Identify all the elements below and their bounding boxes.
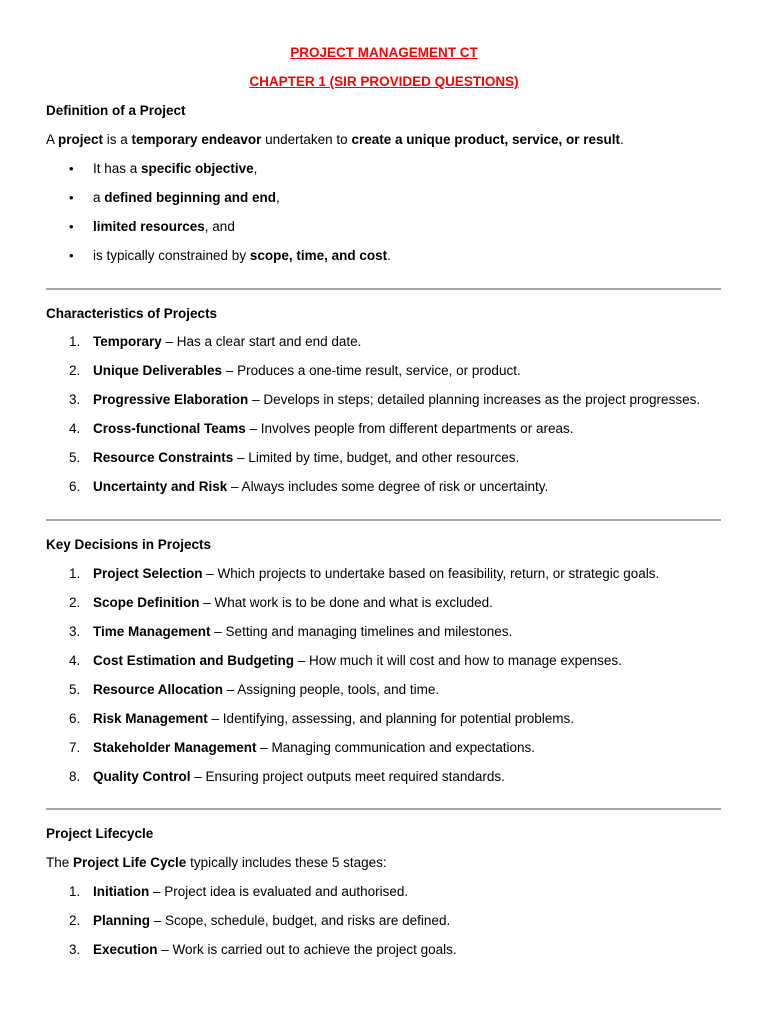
list-item: [0, 595, 768, 613]
text-run: typically includes these 5 stages:: [186, 855, 387, 870]
list-number: 1.: [69, 884, 81, 899]
item-description: – Involves people from different departments or areas.: [245, 421, 574, 436]
list-item: [0, 913, 768, 931]
list-item-text: [93, 653, 622, 668]
list-number: 4.: [69, 653, 81, 668]
list-item-text: [93, 334, 361, 349]
item-term: Initiation: [93, 884, 150, 899]
text-run: .: [387, 248, 391, 263]
text-run: a: [93, 190, 105, 205]
list-item-text: [93, 711, 574, 726]
item-term: Stakeholder Management: [93, 740, 257, 755]
text-run: , and: [204, 219, 235, 234]
item-description: – Managing communication and expectations.: [256, 740, 535, 755]
item-description: – How much it will cost and how to manage expenses.: [294, 653, 622, 668]
list-item-text: [93, 219, 235, 234]
section-heading-definition: Definition of a Project: [46, 103, 186, 118]
bold-text: defined beginning and end: [104, 190, 277, 205]
list-item: [0, 450, 768, 468]
item-description: – Produces a one-time result, service, or product.: [222, 363, 521, 378]
list-item: [0, 161, 768, 179]
item-description: – Identifying, assessing, and planning for potential problems.: [207, 711, 575, 726]
section-divider: [46, 808, 721, 810]
item-term: Resource Allocation: [93, 682, 224, 697]
bullet-icon: •: [69, 219, 74, 234]
list-number: 8.: [69, 769, 81, 784]
list-item-text: [93, 450, 519, 465]
list-item: [0, 392, 768, 410]
item-description: – Project idea is evaluated and authorised.: [149, 884, 409, 899]
list-item-text: [93, 769, 505, 784]
list-number: 1.: [69, 566, 81, 581]
item-term: Resource Constraints: [93, 450, 234, 465]
list-item-text: [93, 479, 548, 494]
list-number: 1.: [69, 334, 81, 349]
list-item-text: [93, 161, 257, 176]
text-run: undertaken to: [261, 132, 352, 147]
bullet-icon: •: [69, 190, 74, 205]
section-heading-lifecycle: Project Lifecycle: [46, 826, 154, 841]
list-number: 5.: [69, 682, 81, 697]
item-description: – Which projects to undertake based on feasibility, return, or strategic goals.: [202, 566, 660, 581]
list-item-text: [93, 248, 391, 263]
list-item: [0, 190, 768, 208]
definition-paragraph: [46, 132, 624, 147]
item-term: Uncertainty and Risk: [93, 479, 228, 494]
list-item: [0, 769, 768, 787]
bullet-icon: •: [69, 248, 74, 263]
bold-text: project: [58, 132, 104, 147]
item-term: Execution: [93, 942, 158, 957]
list-number: 5.: [69, 450, 81, 465]
section-heading-key-decisions: Key Decisions in Projects: [46, 537, 212, 552]
text-run: ,: [253, 161, 258, 176]
list-number: 3.: [69, 392, 81, 407]
list-item-text: [93, 566, 659, 581]
item-term: Planning: [93, 913, 150, 928]
item-term: Quality Control: [93, 769, 191, 784]
list-item: [0, 363, 768, 381]
item-description: – Scope, schedule, budget, and risks are defined.: [150, 913, 451, 928]
list-number: 7.: [69, 740, 81, 755]
bold-text: limited resources: [93, 219, 205, 234]
list-item: [0, 711, 768, 729]
list-item-text: [93, 363, 521, 378]
item-description: – Develops in steps; detailed planning increases as the project progresses.: [248, 392, 701, 407]
list-number: 4.: [69, 421, 81, 436]
list-number: 6.: [69, 479, 81, 494]
list-item: [0, 740, 768, 758]
list-item-text: [93, 884, 408, 899]
list-item-text: [93, 421, 573, 436]
item-term: Project Selection: [93, 566, 203, 581]
lifecycle-paragraph: [46, 855, 387, 870]
list-item: [0, 219, 768, 237]
list-number: 2.: [69, 913, 81, 928]
bold-text: specific objective: [141, 161, 254, 176]
item-description: – Assigning people, tools, and time.: [223, 682, 440, 697]
list-item-text: [93, 913, 450, 928]
list-item: [0, 682, 768, 700]
list-number: 3.: [69, 942, 81, 957]
section-heading-characteristics: Characteristics of Projects: [46, 306, 218, 321]
text-run: It has a: [93, 161, 142, 176]
list-item: [0, 884, 768, 902]
bold-text: Project Life Cycle: [73, 855, 187, 870]
text-run: is typically constrained by: [93, 248, 250, 263]
list-item: [0, 942, 768, 960]
item-description: – Has a clear start and end date.: [161, 334, 362, 349]
list-item: [0, 334, 768, 352]
item-description: – Work is carried out to achieve the project goals.: [157, 942, 457, 957]
list-number: 2.: [69, 595, 81, 610]
item-description: – Setting and managing timelines and milestones.: [210, 624, 513, 639]
item-term: Cost Estimation and Budgeting: [93, 653, 294, 668]
bold-text: create a unique product, service, or result: [351, 132, 621, 147]
list-item-text: [93, 682, 439, 697]
item-term: Temporary: [93, 334, 162, 349]
bold-text: scope, time, and cost: [249, 248, 388, 263]
list-item: [0, 248, 768, 266]
item-term: Cross-functional Teams: [93, 421, 246, 436]
list-item-text: [93, 392, 700, 407]
list-item-text: [93, 740, 535, 755]
list-item-text: [93, 595, 493, 610]
item-term: Scope Definition: [93, 595, 200, 610]
item-term: Unique Deliverables: [93, 363, 223, 378]
item-description: – What work is to be done and what is excluded.: [199, 595, 493, 610]
list-item: [0, 653, 768, 671]
bullet-icon: •: [69, 161, 74, 176]
list-item: [0, 479, 768, 497]
document-title: PROJECT MANAGEMENT CT: [290, 45, 478, 60]
list-item-text: [93, 942, 457, 957]
text-run: is a: [103, 132, 132, 147]
bold-text: temporary endeavor: [131, 132, 262, 147]
list-number: 3.: [69, 624, 81, 639]
list-item-text: [93, 624, 512, 639]
item-term: Risk Management: [93, 711, 208, 726]
item-term: Time Management: [93, 624, 211, 639]
text-run: A: [46, 132, 59, 147]
list-number: 2.: [69, 363, 81, 378]
item-description: – Ensuring project outputs meet required standards.: [190, 769, 505, 784]
item-description: – Always includes some degree of risk or uncertainty.: [227, 479, 549, 494]
section-divider: [46, 519, 721, 521]
chapter-title: CHAPTER 1 (SIR PROVIDED QUESTIONS): [249, 74, 519, 89]
list-item: [0, 566, 768, 584]
text-run: ,: [276, 190, 280, 205]
list-item: [0, 421, 768, 439]
item-term: Progressive Elaboration: [93, 392, 249, 407]
section-divider: [46, 288, 721, 290]
list-item-text: [93, 190, 280, 205]
list-number: 6.: [69, 711, 81, 726]
text-run: .: [620, 132, 624, 147]
item-description: – Limited by time, budget, and other resources.: [233, 450, 520, 465]
text-run: The: [46, 855, 74, 870]
list-item: [0, 624, 768, 642]
